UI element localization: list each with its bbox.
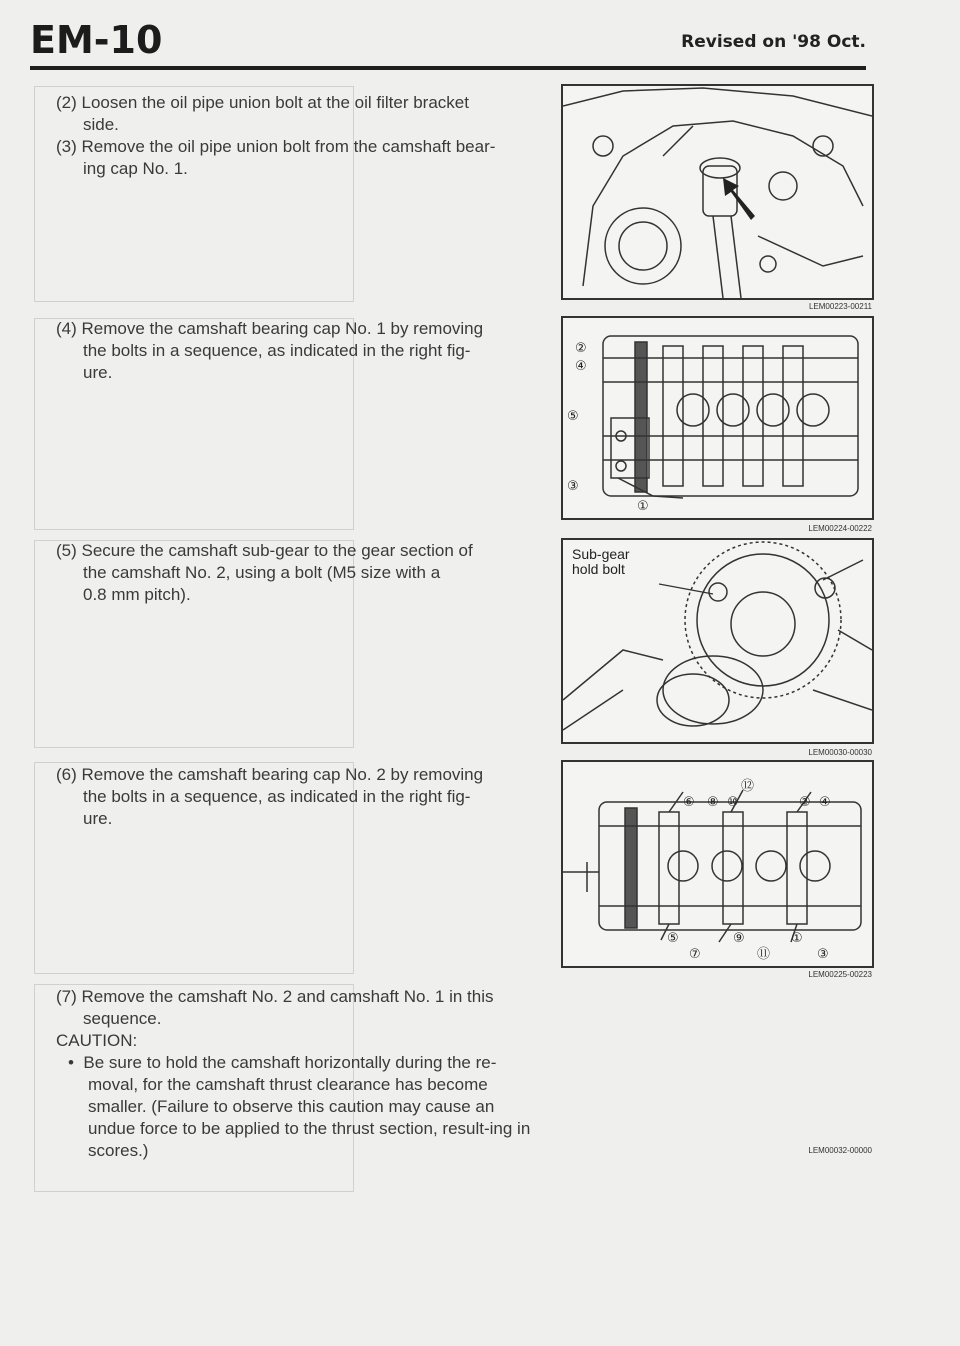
cylinder-head-illustration [563,762,872,966]
sequence-marker: ⑦ [689,947,701,962]
label-line: Sub-gear [572,546,630,562]
step-line: (4) Remove the camshaft bearing cap No. 1 by removing [56,319,484,338]
sequence-marker: ⑪ [757,947,771,962]
step-line: side. [83,115,119,134]
step-remove-cap-1 [56,318,532,384]
cylinder-head-illustration [563,318,872,518]
figure-sub-gear [561,538,874,744]
step-secure-sub-gear [56,540,532,606]
step-line: ing cap No. 1. [83,159,188,178]
step-line: (6) Remove the camshaft bearing cap No. 2 by removing [56,765,484,784]
step-line: ure. [83,363,113,382]
sequence-marker: ③ [567,479,579,494]
sequence-marker: ④ [819,795,831,810]
figure-oil-pipe-bolt [561,84,874,300]
page-code: EM-10 [30,18,163,62]
step-line: (7) Remove the camshaft No. 2 and camshaft No. 1 in this [56,987,494,1006]
sequence-marker: ② [799,795,811,810]
sequence-marker: ① [791,931,803,946]
step-remove-cap-2 [56,764,532,830]
step-line: sequence. [83,1009,162,1028]
figure-id: LEM00030-00030 [808,748,872,757]
sequence-marker: ⑥ [683,795,695,810]
step-line: (5) Secure the camshaft sub-gear to the gear section of [56,541,473,560]
revision-note: Revised on '98 Oct. [681,32,866,52]
sequence-marker: ⑨ [733,931,745,946]
step-line: the camshaft No. 2, using a bolt (M5 size with a [83,563,441,582]
engine-illustration [563,86,872,298]
figure-id: LEM00224-00222 [808,524,872,533]
step-line: (2) Loosen the oil pipe union bolt at the oil filter bracket [56,93,469,112]
caution-title: CAUTION: [56,1031,138,1050]
step-line: ure. [83,809,113,828]
figure-id: LEM00223-00211 [808,302,872,311]
sequence-marker: ② [575,341,587,356]
sub-gear-label [569,546,633,578]
step-line: (3) Remove the oil pipe union bolt from the camshaft bear- [56,137,496,156]
sequence-marker: ④ [575,359,587,374]
sequence-marker: ⑤ [567,409,579,424]
sequence-marker: ⑩ [727,795,739,810]
caution-text: Be sure to hold the camshaft horizontally during the re-moval, for the camshaft thrust clearance has become smaller. (Failure to observe this caution may cause an undue force to be applied to the thrust section, result-ing in scores.) [83,1053,531,1160]
step-remove-camshafts [56,986,532,1162]
page-header [30,18,866,68]
step-line: the bolts in a sequence, as indicated in the right fig- [83,341,471,360]
step-line: the bolts in a sequence, as indicated in the right fig- [83,787,471,806]
header-rule [30,66,866,70]
figure-id: LEM00032-00000 [808,1146,872,1155]
sequence-marker: ① [637,499,649,514]
figure-cap-1-sequence [561,316,874,520]
sequence-marker: ⑫ [741,779,755,794]
sequence-marker: ⑤ [667,931,679,946]
sequence-marker: ⑧ [707,795,719,810]
label-line: hold bolt [572,561,625,577]
step-oil-pipe [56,92,532,180]
sequence-marker: ③ [817,947,829,962]
bullet-dot: • [68,1053,84,1072]
figure-cap-2-sequence [561,760,874,968]
figure-id: LEM00225-00223 [808,970,872,979]
step-line: 0.8 mm pitch). [83,585,191,604]
caution-bullet [68,1052,532,1162]
